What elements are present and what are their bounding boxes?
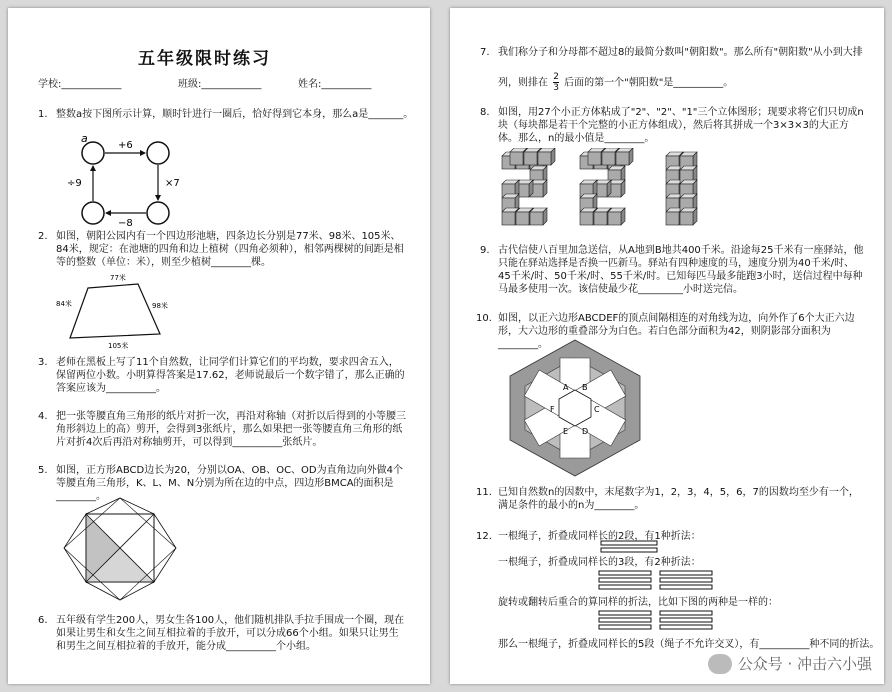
small-cube xyxy=(530,208,547,225)
q11-text: 已知自然数n的因数中，末尾数字为1，2，3，4，5，6，7的因数均至少有一个，满足条件的最小的n为________。 xyxy=(498,487,859,511)
q12-line1: 一根绳子，折叠成同样长的2段，有1种折法： xyxy=(498,531,701,542)
q1-label-minus8: −8 xyxy=(118,218,133,228)
q10-label-e: E xyxy=(563,427,569,436)
q10-hexagon-figure xyxy=(500,338,650,478)
q7-number: 7. xyxy=(480,47,490,58)
q5-text: 如图，正方形ABCD边长为20，分别以OA、OB、OC、OD为直角边向外做4个等腰直角三角形，K、L、M、N分别为所在边的中点，四边形BMCA的面积是________。 xyxy=(56,465,403,502)
q12-line3: 旋转或翻转后重合的算同样的折法，比如下图的两种是一样的： xyxy=(498,597,778,608)
q3-number: 3. xyxy=(38,357,48,368)
q7-fraction: $\frac{2}{3}$ xyxy=(553,72,559,93)
q6-number: 6. xyxy=(38,615,48,626)
q2-number: 2. xyxy=(38,231,48,242)
small-cube xyxy=(616,148,633,165)
q10-label-a: A xyxy=(563,383,569,392)
wechat-icon xyxy=(708,654,732,674)
q9-number: 9. xyxy=(480,245,490,256)
q1-label-plus6: +6 xyxy=(118,140,133,151)
q2-label-bottom: 105米 xyxy=(108,342,129,350)
q5-square-figure xyxy=(56,496,186,601)
q10-label-f: F xyxy=(550,405,555,414)
name-field: 姓名:__________ xyxy=(298,79,372,90)
q12-line2: 一根绳子，折叠成同样长的3段，有2种折法： xyxy=(498,557,701,568)
q10-number: 10. xyxy=(476,313,492,324)
q9-text: 古代信使八百里加急送信，从A地到B地共400千米。沿途每25千米有一座驿站，他只能在驿站选择是否换一匹新马。驿站有四种速度的马，速度分别为40千米/时、45千米/时、50千米/时、55千米/时。已知每匹马最多能跑3小时，送信过程中每种马最多使用一次。该信使最少花_________小时送完信。 xyxy=(498,245,864,295)
q1-label-a: a xyxy=(81,132,88,145)
q10-label-c: C xyxy=(594,405,600,414)
q3-text: 老师在黑板上写了11个自然数，让同学们计算它们的平均数，要求四舍五入，保留两位小数。小明算得答案是17.62，老师说最后一个数字错了，那么正确的答案应该为__________。 xyxy=(56,357,405,394)
small-cube xyxy=(608,208,625,225)
q2-label-left: 84米 xyxy=(56,300,72,308)
q10-text: 如图，以正六边形ABCDEF的顶点间隔相连的对角线为边，向外作了6个大正六边形，大六边形的重叠部分为白色。若白色部分面积为42，则阴影部分面积为________。 xyxy=(498,313,855,350)
small-cube xyxy=(680,208,697,225)
q2-quadrilateral xyxy=(48,270,188,350)
q11-number: 11. xyxy=(476,487,492,498)
q12-fold-example xyxy=(598,610,716,630)
small-cube xyxy=(538,148,555,165)
q8-number: 8. xyxy=(480,107,490,118)
q4-text: 把一张等腰直角三角形的纸片对折一次，再沿对称轴（对折以后得到的小等腰三角形斜边上的高）剪开，会得到3张纸片，那么如果把一张等腰直角三角形的纸片对折4次后再沿对称轴剪开，可以得到__________张纸片。 xyxy=(56,411,406,448)
q10-label-d: D xyxy=(582,427,589,436)
q12-fold-2 xyxy=(600,540,660,554)
q2-text: 如图，朝阳公园内有一个四边形池塘，四条边长分别是77米、98米、105米、84米，规定：在池塘的四角和边上植树（四角必须种），相邻两棵树的间距是相等的整数（单位：米），则至少植树________棵。 xyxy=(56,231,404,268)
q1-cycle-diagram xyxy=(63,128,203,228)
q7-line2: 列，则排在 $\frac{2}{3}$ 后面的第一个"朝阳数"是__________。 xyxy=(498,72,734,93)
left-page xyxy=(8,8,430,684)
q5-number: 5. xyxy=(38,465,48,476)
q8-text: 如图，用27个小正方体粘成了"2"、"2"、"1"三个立体图形；现要求将它们只切成n块（每块都是若干个完整的小正方体组成），然后将其拼成一个3×3×3的大正方体。那么，n的最小值是________。 xyxy=(498,107,864,144)
q7-line1: 我们称分子和分母都不超过8的最简分数叫"朝阳数"。那么所有"朝阳数"从小到大排 xyxy=(498,47,863,58)
class-field: 班级:____________ xyxy=(178,79,262,90)
q1-label-times7: ×7 xyxy=(165,178,180,189)
q1-number: 1. xyxy=(38,109,48,120)
q1-label-div9: ÷9 xyxy=(67,178,82,189)
q12-number: 12. xyxy=(476,531,492,542)
q2-label-top: 77米 xyxy=(110,274,126,282)
watermark: 公众号 · 冲击六小强 xyxy=(708,653,872,674)
q12-line4: 那么一根绳子，折叠成同样长的5段（绳子不允许交叉），有__________种不同的折法。 xyxy=(498,639,880,650)
q1-text: 整数a按下图所示计算，顺时针进行一圈后，恰好得到它本身，那么a是_______。 xyxy=(56,109,414,120)
right-page xyxy=(450,8,884,684)
q6-text: 五年级有学生200人，男女生各100人，他们随机排队手拉手围成一个圈，现在如果让男生和女生之间互相拉着的手放开，可以分成66个小组。如果只让男生和男生之间互相拉着的手放开，能分成__________个小组。 xyxy=(56,615,405,652)
q8-cube-figures xyxy=(498,148,738,240)
q2-label-right: 98米 xyxy=(152,302,168,310)
q12-fold-3 xyxy=(598,570,716,590)
q10-label-b: B xyxy=(582,383,588,392)
school-field: 学校:____________ xyxy=(38,79,122,90)
page-title: 五年级限时练习 xyxy=(138,49,271,69)
q4-number: 4. xyxy=(38,411,48,422)
